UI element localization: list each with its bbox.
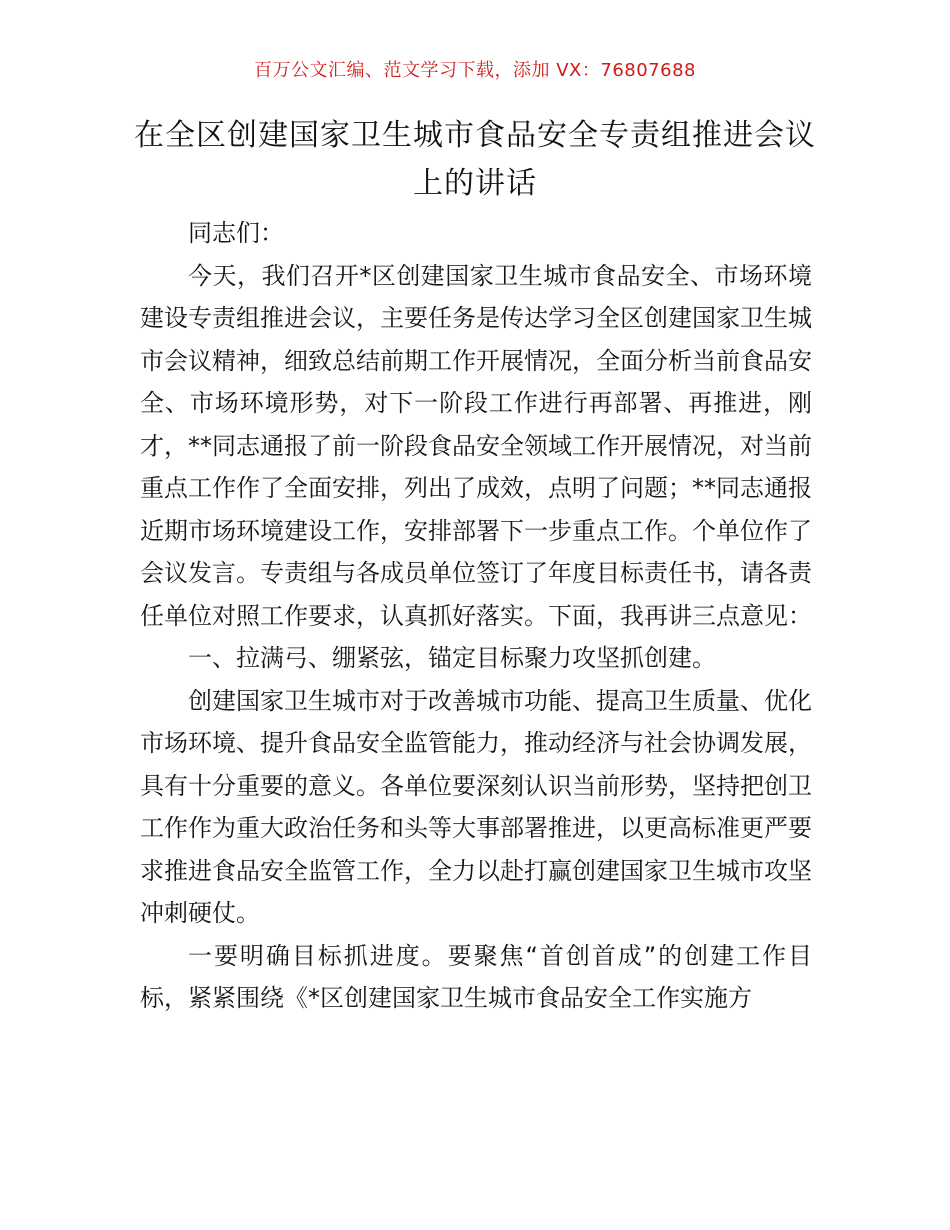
section-heading-1: 一、拉满弓、绷紧弦，锚定目标聚力攻坚抓创建。: [188, 644, 716, 672]
subpoint-1-paragraph: 一要明确目标抓进度。要聚焦“首创首成”的创建工作目标，紧紧围绕《*区创建国家卫生城市食品安全工作实施方: [140, 941, 812, 1012]
salutation: 同志们：: [188, 219, 284, 247]
download-notice: 百万公文汇编、范文学习下载，添加 VX：76807688: [254, 60, 696, 81]
document-body: [140, 212, 812, 1020]
document-title: 在全区创建国家卫生城市食品安全专责组推进会议上的讲话: [134, 118, 816, 201]
intro-paragraph: 今天，我们召开*区创建国家卫生城市食品安全、市场环境建设专责组推进会议，主要任务是传达学习全区创建国家卫生城市会议精神，细致总结前期工作开展情况，全面分析当前食品安全、市场环境形势，对下一阶段工作进行再部署、再推进，刚才，**同志通报了前一阶段食品安全领域工作开展情况，对当前重点工作作了全面安排，列出了成效，点明了问题；**同志通报近期市场环境建设工作，安排部署下一步重点工作。个单位作了会议发言。专责组与各成员单位签订了年度目标责任书，请各责任单位对照工作要求，认真抓好落实。下面，我再讲三点意见：: [140, 261, 812, 630]
section-1-paragraph: 创建国家卫生城市对于改善城市功能、提高卫生质量、优化市场环境、提升食品安全监管能力，推动经济与社会协调发展，具有十分重要的意义。各单位要深刻认识当前形势，坚持把创卫工作作为重大政治任务和头等大事部署推进，以更高标准更严要求推进食品安全监管工作，全力以赴打赢创建国家卫生城市攻坚冲刺硬仗。: [140, 686, 812, 927]
